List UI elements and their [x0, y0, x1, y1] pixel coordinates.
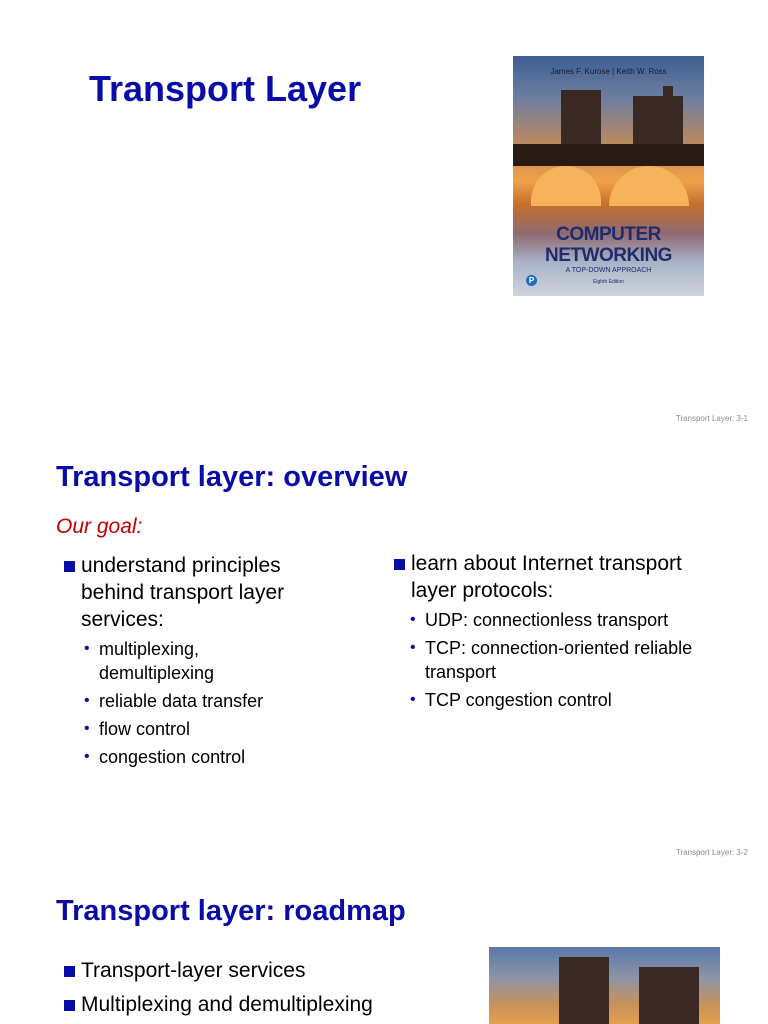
- round-bullet-icon: •: [410, 691, 416, 708]
- round-bullet-icon: •: [84, 720, 90, 737]
- slide-title: Transport layer: roadmap: [56, 895, 406, 927]
- square-bullet-icon: [64, 966, 75, 977]
- book-cover-image: [513, 56, 704, 296]
- slide-3: [0, 868, 768, 1024]
- publisher-logo-icon: P: [526, 275, 537, 286]
- slide-title: Transport layer: overview: [56, 461, 408, 493]
- list-item: understand principles behind transport layer services:: [63, 552, 363, 633]
- round-bullet-icon: •: [410, 611, 416, 628]
- book-title-line1: COMPUTER: [556, 224, 661, 245]
- square-bullet-icon: [64, 561, 75, 572]
- list-item: learn about Internet transport layer protocols:: [393, 550, 753, 604]
- square-bullet-icon: [64, 1000, 75, 1011]
- round-bullet-icon: •: [84, 692, 90, 709]
- round-bullet-icon: •: [84, 640, 90, 657]
- slide-2: [0, 434, 768, 864]
- book-title-line2: NETWORKING: [545, 245, 672, 266]
- list-item: • TCP congestion control: [410, 690, 612, 710]
- list-item: • congestion control: [84, 747, 246, 767]
- round-bullet-icon: •: [410, 639, 416, 656]
- slide-footer: Transport Layer: 3-1: [675, 414, 748, 423]
- book-subtitle: A TOP-DOWN APPROACH: [565, 267, 652, 274]
- slide-title: Transport Layer: [89, 68, 362, 109]
- roadmap-bullet-list: [63, 957, 463, 1022]
- list-item: • flow control: [84, 719, 191, 739]
- list-item: Transport-layer services: [63, 957, 463, 984]
- right-bullet-list: [393, 550, 753, 716]
- book-cover-image: [489, 947, 720, 1024]
- list-item: Multiplexing and demultiplexing: [63, 991, 463, 1018]
- book-authors: James F. Kurose | Keith W. Ross: [550, 67, 667, 76]
- left-bullet-list: [63, 552, 363, 773]
- list-item: • UDP: connectionless transport: [410, 610, 669, 630]
- slide-footer: Transport Layer: 3-2: [675, 848, 748, 857]
- slide-1: [0, 0, 768, 430]
- list-item: • reliable data transfer: [84, 691, 264, 711]
- square-bullet-icon: [394, 559, 405, 570]
- list-item: • multiplexing, demultiplexing: [84, 639, 215, 683]
- book-edition: Eighth Edition: [593, 279, 624, 285]
- list-item: • TCP: connection-oriented reliable transport: [410, 638, 693, 682]
- goal-label: Our goal:: [56, 515, 143, 538]
- round-bullet-icon: •: [84, 748, 90, 765]
